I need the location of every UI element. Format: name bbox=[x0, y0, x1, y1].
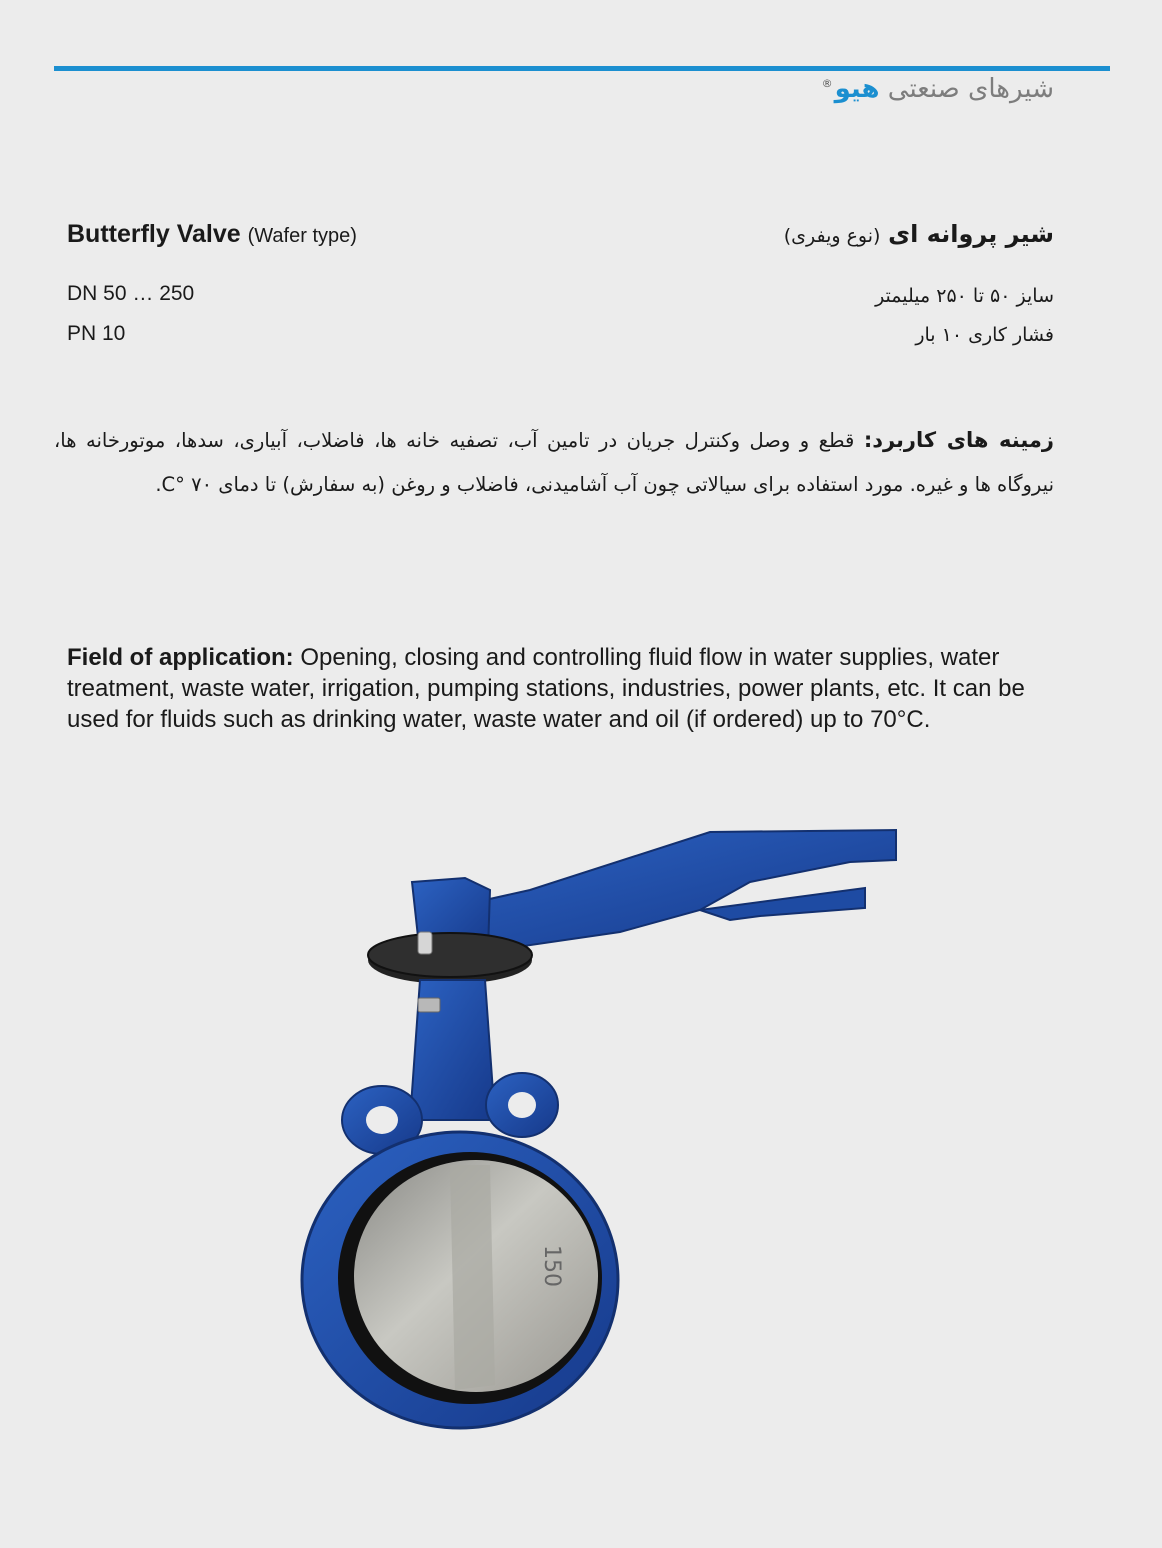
handle-lever bbox=[440, 830, 896, 948]
disc-marking: 150 bbox=[539, 1245, 564, 1287]
pressure-rating-fa: فشار کاری ۱۰ بار bbox=[915, 324, 1054, 346]
brand-header bbox=[822, 74, 1054, 104]
product-name-fa: شیر پروانه ای bbox=[888, 220, 1054, 248]
header-rule bbox=[54, 66, 1110, 71]
size-range-fa: سایز ۵۰ تا ۲۵۰ میلیمتر bbox=[875, 285, 1054, 307]
brand-text: شیرهای صنعتی bbox=[887, 74, 1054, 104]
application-text-en: Opening, closing and controlling fluid flow in water supplies, water treatment, waste water, irrigation, pumping stations, industries, power plants, etc. It can be used for fluids such as drinking water, waste water and oil (if ordered) up to 70°C. bbox=[67, 644, 1025, 733]
size-range-en: DN 50 … 250 bbox=[67, 282, 195, 305]
brand-name: هیو bbox=[834, 74, 880, 104]
butterfly-valve-image bbox=[290, 820, 910, 1440]
registered-mark: ® bbox=[821, 77, 833, 91]
pressure-rating-en: PN 10 bbox=[67, 322, 126, 345]
application-en bbox=[67, 642, 1057, 735]
product-type-en: (Wafer type) bbox=[247, 225, 357, 247]
application-fa bbox=[54, 418, 1054, 507]
neck-bolt bbox=[418, 998, 440, 1012]
lock-pin bbox=[418, 932, 432, 954]
product-title-fa bbox=[784, 220, 1054, 248]
application-label-en: Field of application: bbox=[67, 644, 294, 671]
application-label-fa: زمینه های کاربرد: bbox=[863, 428, 1054, 452]
product-title-en bbox=[67, 220, 357, 249]
product-name-en: Butterfly Valve bbox=[67, 220, 241, 248]
product-type-fa: (نوع ویفری) bbox=[783, 225, 881, 247]
application-text-fa: قطع و وصل وکنترل جریان در تامین آب، تصفیه خانه ها، فاضلاب، آبیاری، سدها، موتورخانه ها، نیروگاه ها و غیره. مورد استفاده برای سیالاتی چون آب آشامیدنی، فاضلاب و روغن (به سفارش) تا دمای ۷۰ °C. bbox=[54, 429, 1054, 496]
